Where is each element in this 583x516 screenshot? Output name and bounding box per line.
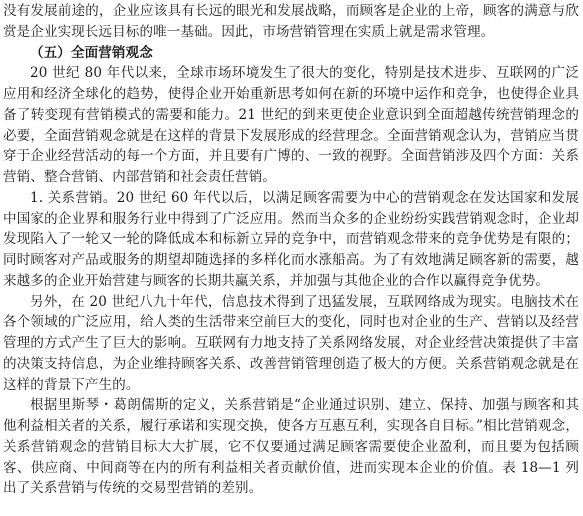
body-paragraph-4: 根据里斯琴・葛朗儒斯的定义，关系营销是“企业通过识别、建立、保持、加强与顾客和其他利益相关者的关系，履行承诺和实现交换，使各方互惠互利，实现各自目标。”相比营销观念，关系营销观念的营销目标大大扩展，它不仅要通过满足顾客需要使企业盈利，而且要为包括顾客、供应商、中间商等在内的所有利益相关者贡献价值，进而实现本企业的价值。表 18—1 列出了关系营销与传统的交易型营销的差别。 xyxy=(3,397,579,497)
body-paragraph-1: 20 世纪 80 年代以来，全球市场环境发生了很大的变化，特别是技术进步、互联网的广泛应用和经济全球化的趋势，使得企业开始重新思考如何在新的环境中运作和竞争，也使得企业具备了转变现有营销模式的需要和能力。21 世纪的到来更使企业意识到全面超越传统营销理念的必要，全面营销观念就是在这样的背景下发展形成的经营理念。全面营销观念认为，营销应当贯穿于企业经营活动的每一个方面，并且要有广博的、一致的视野。全面营销涉及四个方面：关系营销、整合营销、内部营销和社会责任营销。 xyxy=(3,65,579,185)
section-heading: （五）全面营销观念 xyxy=(30,44,153,61)
document-page xyxy=(3,1,579,499)
body-paragraph-2: 1. 关系营销。20 世纪 60 年代以后，以满足顾客需要为中心的营销观念在发达国家和发展中国家的企业界和服务行业中得到了广泛应用。然而当众多的企业纷纷实践营销观念时，企业却发现陷入了一轮又一轮的降低成本和标新立异的竞争中，而营销观念带来的竞争优势是有限的；同时顾客对产品或服务的期望却随选择的多样化而水涨船高。为了有效地满足顾客新的需要，越来越多的企业开始营建与顾客的长期共赢关系，并加强与其他企业的合作以赢得竞争优势。 xyxy=(3,189,579,289)
body-paragraph-3: 另外，在 20 世纪八九十年代，信息技术得到了迅猛发展，互联网络成为现实。电脑技术在各个领域的广泛应用，给人类的生活带来空前巨大的变化，同时也对企业的生产、营销以及经营管理的方式产生了巨大的影响。互联网有力地支持了关系网络发展，对企业经营决策提供了丰富的决策支持信息，为企业维持顾客关系、改善营销管理创造了极大的方便。关系营销观念就是在这样的背景下产生的。 xyxy=(3,293,579,393)
intro-paragraph: 没有发展前途的，企业应该具有长远的眼光和发展战略，而顾客是企业的上帝，顾客的满意与欣赏是企业实现长远目标的唯一基础。因此，市场营销管理在实质上就是需求管理。 xyxy=(3,3,579,40)
